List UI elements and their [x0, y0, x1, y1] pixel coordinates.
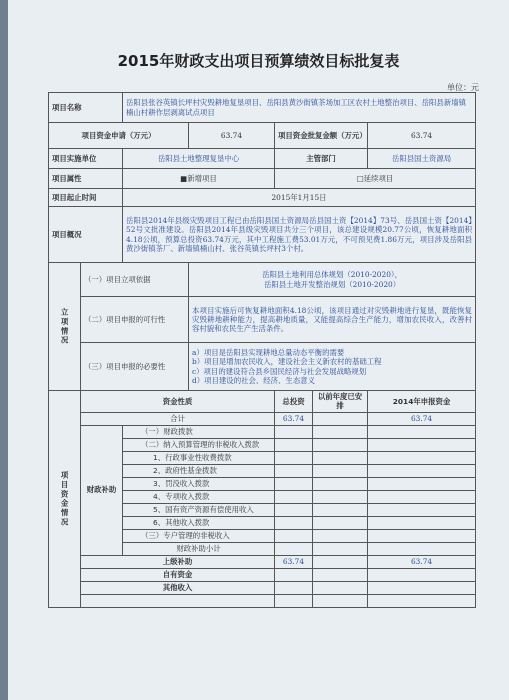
- upper-label: 上级补助: [81, 555, 275, 568]
- row-funds-header: [49, 391, 476, 413]
- row-blank: [49, 594, 476, 607]
- other-label: 其他收入: [81, 581, 275, 594]
- cell-empty: [313, 555, 368, 568]
- cell-empty: [275, 516, 313, 529]
- fund-row-label: 3、罚没收入拨款: [123, 477, 275, 490]
- fund-row-label: 5、国有资产资源有偿使用收入: [123, 503, 275, 516]
- feasibility-value: 本项目实施后可恢复耕地面积4.18公顷，该项目通过对灾毁耕地进行复垦，既能恢复灾毁耕地耕种能力，提高耕地质量，又能提高综合生产能力，增加农民收入，改善村容村貌和农民生产生活条件。: [189, 297, 476, 343]
- total-label: 合计: [81, 412, 275, 425]
- cell-empty: [368, 451, 476, 464]
- attr-new: ■新增项目: [123, 169, 275, 189]
- cell-empty: [81, 594, 275, 607]
- cell-empty: [368, 438, 476, 451]
- total-prior: [313, 412, 368, 425]
- cell-empty: [368, 581, 476, 594]
- project-name-value: 岳阳县张谷英镇长坪村灾毁耕地复垦项目、岳阳县黄沙街镇茶场加工区农村土地整治项目、岳阳县新墙镇楠山村耕作层剥离试点项目: [123, 93, 476, 123]
- row-upper: [49, 555, 476, 568]
- row-start: [49, 189, 476, 207]
- cell-empty: [275, 464, 313, 477]
- fund-row-label: （三）专户管理的非税收入: [123, 529, 275, 542]
- fund-row-label: 1、行政事业性收费拨款: [123, 451, 275, 464]
- unit-note: 单位：元: [447, 83, 479, 92]
- cell-empty: [275, 477, 313, 490]
- project-name-label: 项目名称: [49, 93, 123, 123]
- fund-row-label: 4、专项收入拨款: [123, 490, 275, 503]
- fund-row-label: （一）财政拨款: [123, 425, 275, 438]
- unit-label: 项目实施单位: [49, 149, 123, 169]
- cell-empty: [275, 529, 313, 542]
- row-attr: [49, 169, 476, 189]
- approval-section-label: 立项情况: [49, 263, 81, 391]
- col-nature: 资金性质: [81, 391, 275, 413]
- cell-empty: [275, 425, 313, 438]
- row-feasibility: [49, 297, 476, 343]
- start-label: 项目起止时间: [49, 189, 123, 207]
- cell-empty: [368, 529, 476, 542]
- cell-empty: [368, 490, 476, 503]
- row-total: [49, 412, 476, 425]
- unit-value: 岳阳县土地整理复垦中心: [123, 149, 275, 169]
- dept-value: 岳阳县国土资源局: [368, 149, 476, 169]
- dept-label: 主管部门: [275, 149, 368, 169]
- row-basis: [49, 263, 476, 297]
- cell-empty: [275, 581, 313, 594]
- fund-row-label: （二）纳入预算管理的非税收入拨款: [123, 438, 275, 451]
- cell-empty: [313, 425, 368, 438]
- row-funds: [49, 123, 476, 149]
- row-other: [49, 581, 476, 594]
- row-project-name: [49, 93, 476, 123]
- attr-cont: □延续项目: [275, 169, 476, 189]
- cell-empty: [313, 438, 368, 451]
- upper-2014: 63.74: [368, 555, 476, 568]
- cell-empty: [313, 464, 368, 477]
- cell-empty: [313, 581, 368, 594]
- total-2014: 63.74: [368, 412, 476, 425]
- cell-empty: [275, 451, 313, 464]
- fund-row-label: 6、其他收入拨款: [123, 516, 275, 529]
- cell-empty: [368, 568, 476, 581]
- cell-empty: [368, 594, 476, 607]
- cell-empty: [368, 542, 476, 555]
- approved-value: 63.74: [368, 123, 476, 149]
- row-self: [49, 568, 476, 581]
- row-necessity: [49, 343, 476, 391]
- cell-empty: [275, 542, 313, 555]
- cell-empty: [313, 451, 368, 464]
- fund-row-label: 2、政府性基金拨款: [123, 464, 275, 477]
- cell-empty: [275, 568, 313, 581]
- fund-row-label: 财政补助小计: [123, 542, 275, 555]
- start-value: 2015年1月15日: [123, 189, 476, 207]
- cell-empty: [368, 464, 476, 477]
- total-value: 63.74: [275, 412, 313, 425]
- col-prior: 以前年度已安排: [313, 391, 368, 413]
- cell-empty: [313, 542, 368, 555]
- cell-empty: [275, 490, 313, 503]
- fund-row: [49, 425, 476, 438]
- necessity-value: a）项目是岳阳县实现耕地总量动态平衡的需要 b）项目是增加农民收入，建设社会主义新农村的基础工程 c）项目的建设符合县乡国民经济与社会发展战略规划 d）项目建设的社会、经济、生态意义: [189, 343, 476, 391]
- self-label: 自有资金: [81, 568, 275, 581]
- cell-empty: [368, 477, 476, 490]
- col-total: 总投资: [275, 391, 313, 413]
- cell-empty: [313, 477, 368, 490]
- approved-label: 项目资金批复金额（万元）: [275, 123, 368, 149]
- attr-label: 项目属性: [49, 169, 123, 189]
- row-overview: [49, 207, 476, 263]
- necessity-label: （三）项目申报的必要性: [81, 343, 189, 391]
- cell-empty: [275, 503, 313, 516]
- request-label: 项目资金申请（万元）: [49, 123, 189, 149]
- feasibility-label: （二）项目申报的可行性: [81, 297, 189, 343]
- cell-empty: [313, 529, 368, 542]
- cell-empty: [368, 503, 476, 516]
- funds-section-label: 项目资金情况: [49, 391, 81, 608]
- basis-value: 岳阳县土地利用总体规划（2010-2020）， 岳阳县土地开发整治规划（2010-2020）: [189, 263, 476, 297]
- overview-value: 岳阳县2014年县级灾毁项目工程已由岳阳县国土资源局岳县国土资【2014】73号、岳县国土资【2014】52号文批准建设。岳阳县2014年县级灾毁项目共分三个项目，该总建设规模20.77公顷，恢复耕地面积4.18公顷，预算总投资63.74万元，其中工程施工费53.01万元，不可预见费1.86万元，项目涉及岳阳县黄沙街镇茶厂、新墙镇楠山村、张谷英镇长坪村3个村。: [123, 207, 476, 263]
- cell-empty: [368, 425, 476, 438]
- overview-label: 项目概况: [49, 207, 123, 263]
- row-unit: [49, 149, 476, 169]
- cell-empty: [313, 503, 368, 516]
- col-2014: 2014年申报资金: [368, 391, 476, 413]
- request-value: 63.74: [189, 123, 275, 149]
- upper-value: 63.74: [275, 555, 313, 568]
- cell-empty: [313, 516, 368, 529]
- cell-empty: [368, 516, 476, 529]
- cell-empty: [275, 438, 313, 451]
- approval-table: [48, 92, 476, 608]
- cell-empty: [313, 568, 368, 581]
- subsidy-label: 财政补助: [81, 425, 123, 555]
- cell-empty: [313, 490, 368, 503]
- cell-empty: [313, 594, 368, 607]
- cell-empty: [275, 594, 313, 607]
- basis-label: （一）项目立项依据: [81, 263, 189, 297]
- document-title: 2015年财政支出项目预算绩效目标批复表: [117, 52, 400, 70]
